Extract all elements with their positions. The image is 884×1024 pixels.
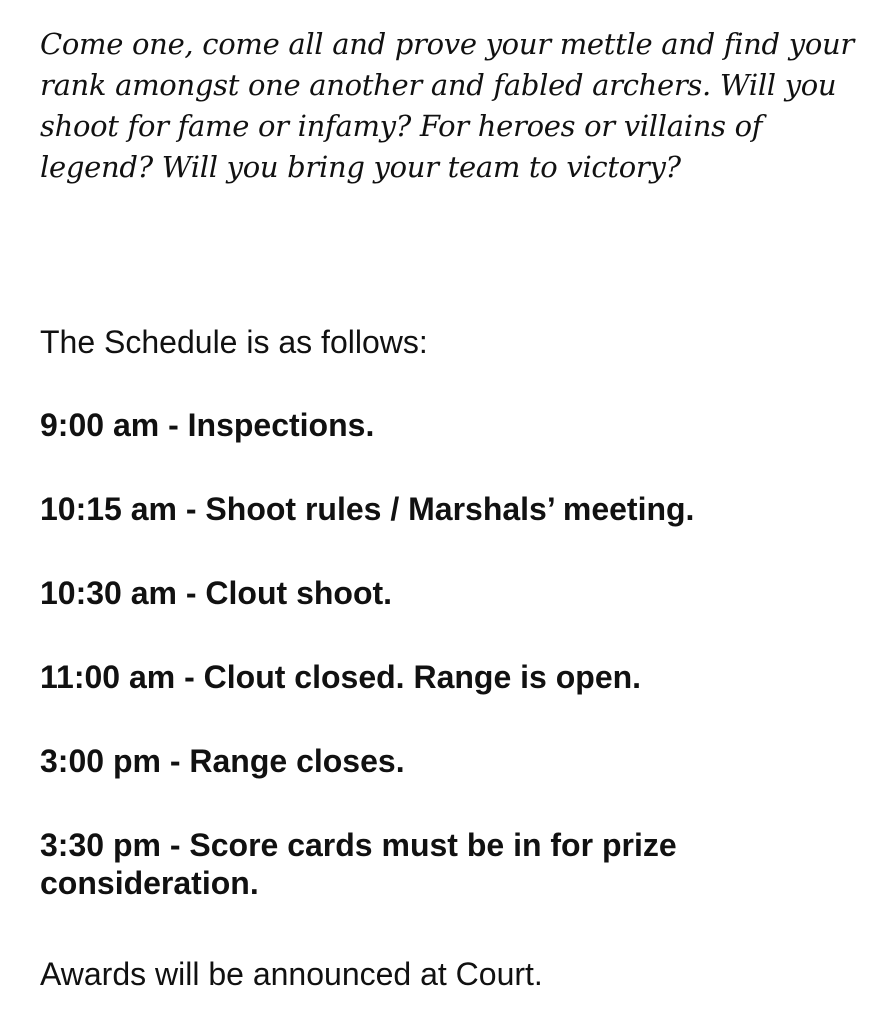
- event-document: [40, 24, 870, 992]
- schedule-item-range-open: 11:00 am - Clout closed. Range is open.: [40, 659, 642, 695]
- schedule-item-marshals-meeting: 10:15 am - Shoot rules / Marshals’ meeting.: [40, 491, 695, 527]
- schedule-item-score-cards: 3:30 pm - Score cards must be in for prize consideration.: [40, 827, 677, 901]
- schedule-heading: The Schedule is as follows:: [40, 324, 428, 360]
- schedule-item-inspections: 9:00 am - Inspections.: [40, 407, 375, 443]
- schedule-item-range-closes: 3:00 pm - Range closes.: [40, 743, 405, 779]
- awards-note: Awards will be announced at Court.: [40, 956, 543, 992]
- schedule-item-clout-shoot: 10:30 am - Clout shoot.: [40, 575, 393, 611]
- intro-paragraph: Come one, come all and prove your mettle and find your rank amongst one another and fabled archers. Will you shoot for fame or infamy? For heroes or villains of legend? Will you bring your team to victory?: [40, 27, 854, 184]
- schedule-list: [40, 406, 820, 948]
